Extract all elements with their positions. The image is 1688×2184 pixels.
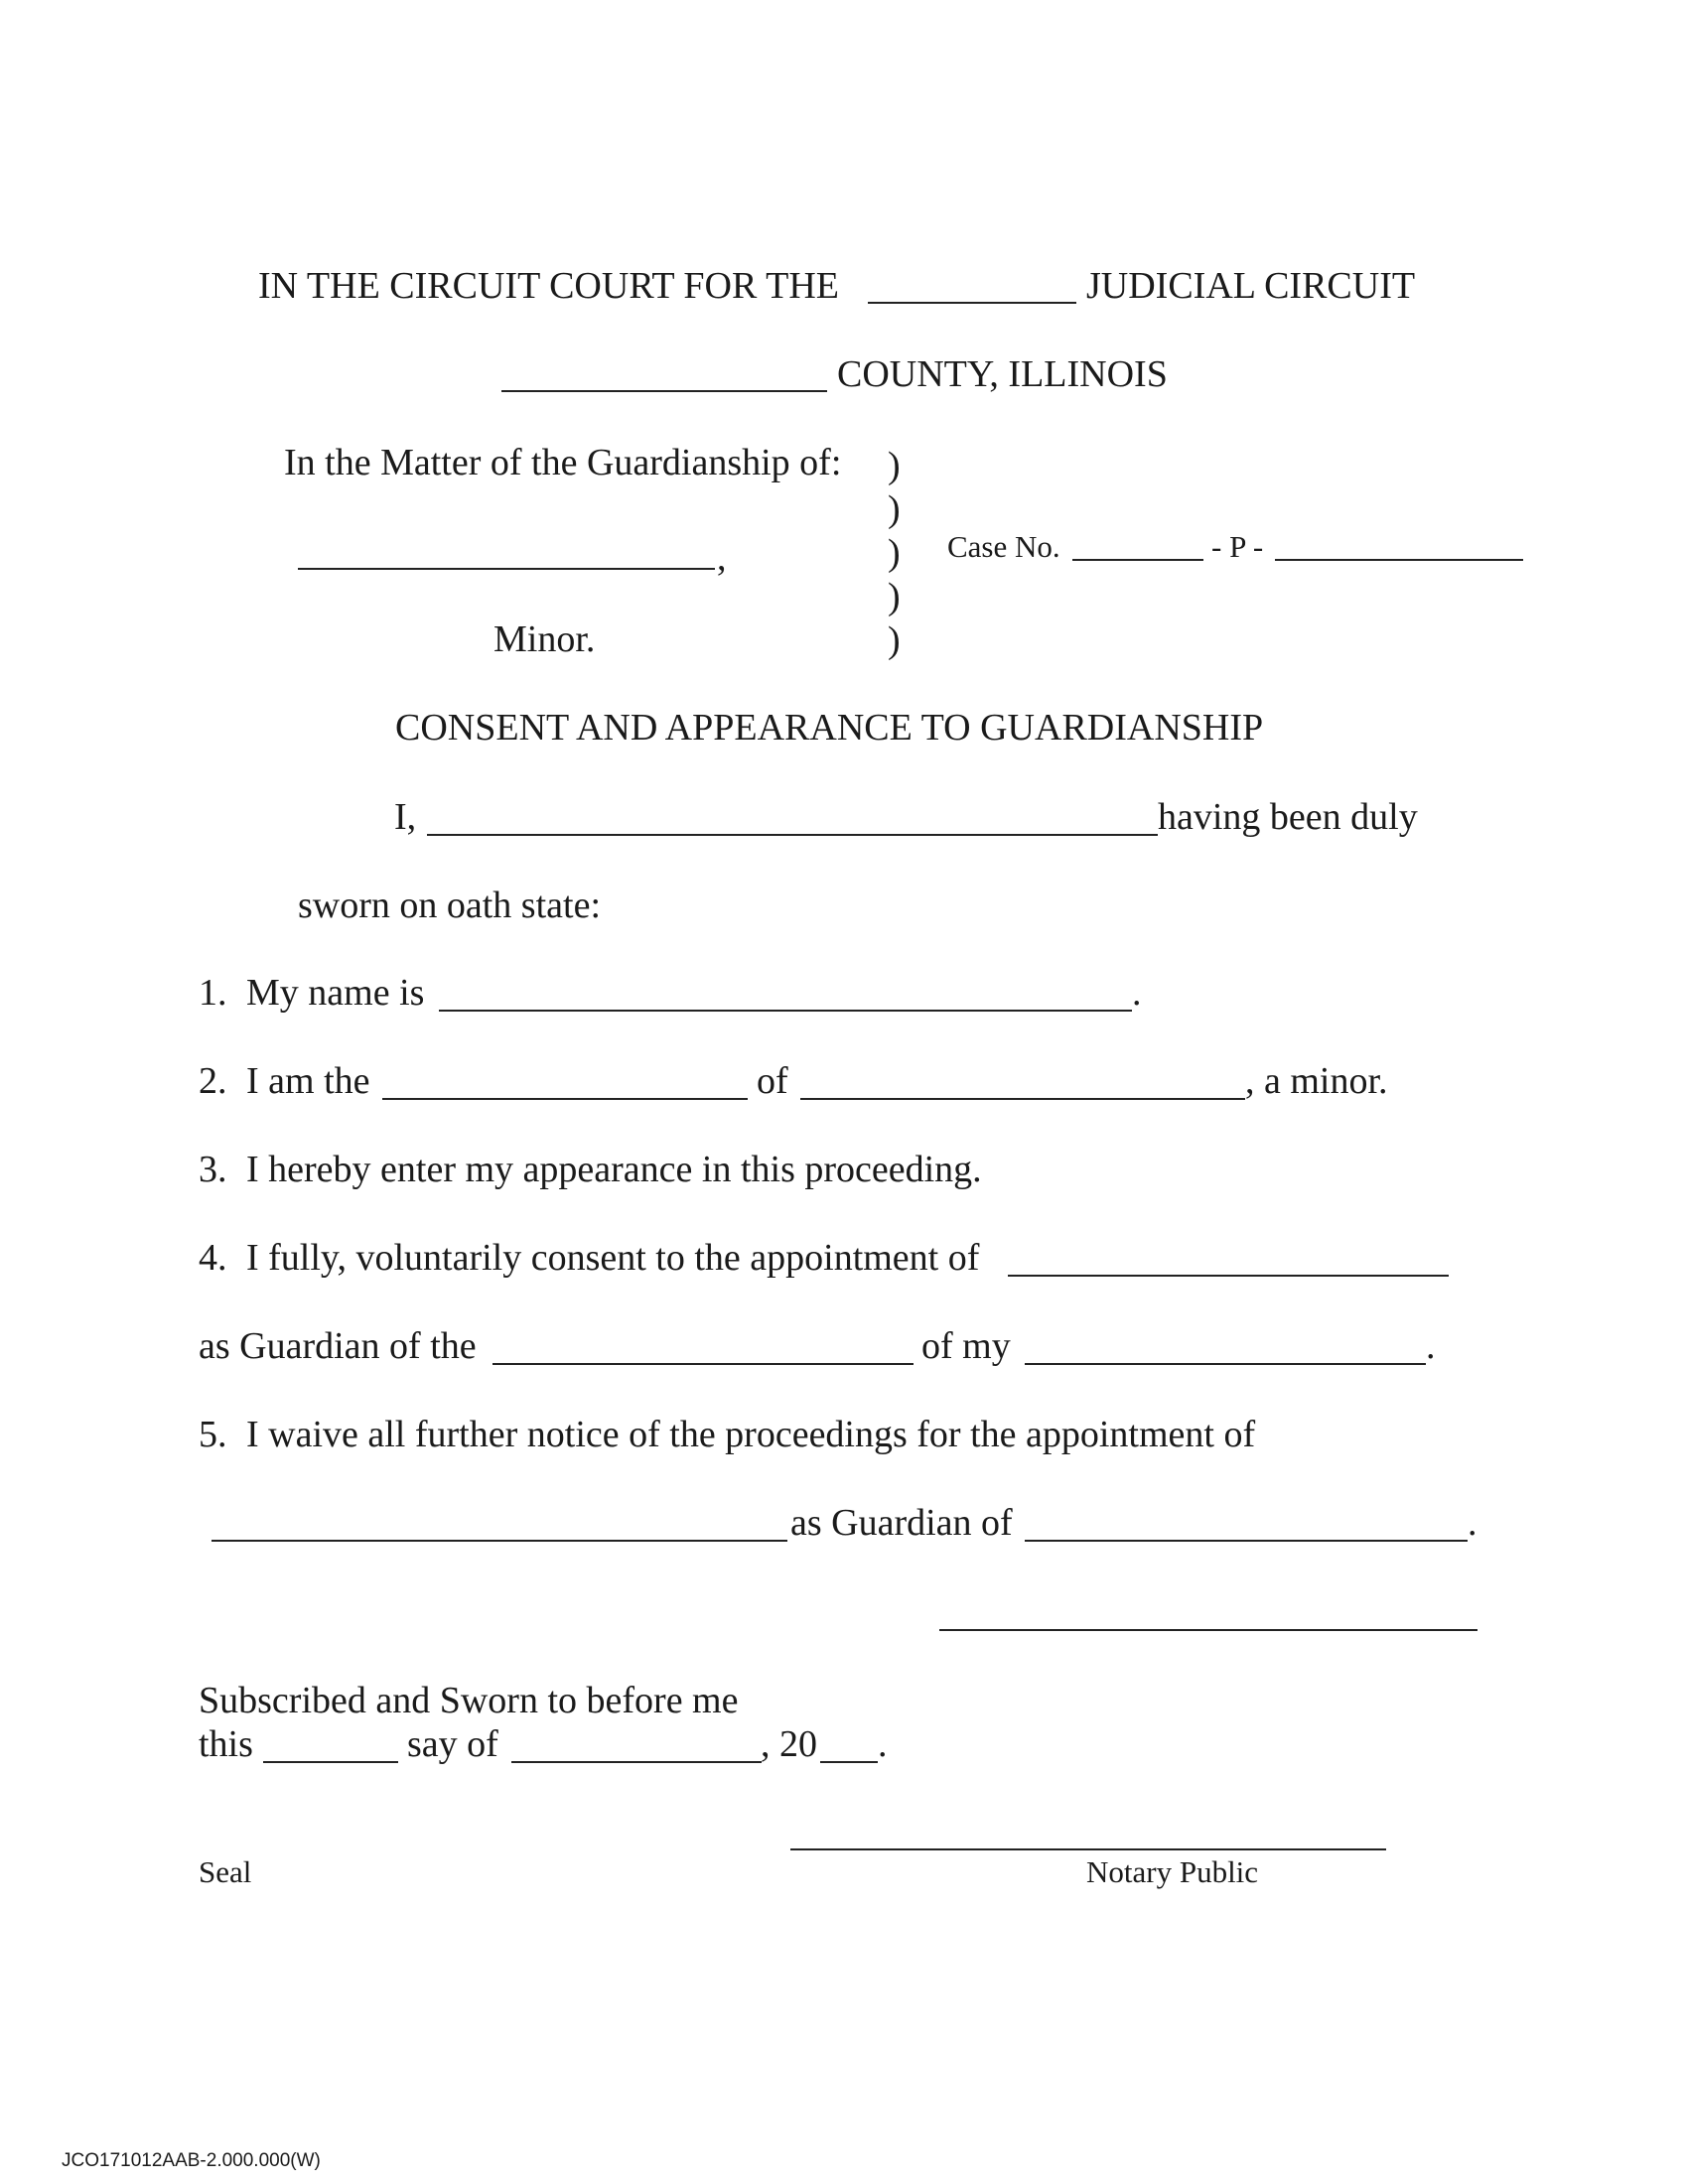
ward-relation-blank[interactable] bbox=[1025, 1363, 1426, 1365]
matter-label: In the Matter of the Guardianship of: bbox=[284, 442, 842, 483]
item-3-number: 3. bbox=[199, 1149, 227, 1190]
jurat-this: this bbox=[199, 1723, 253, 1765]
intro-having: having been duly bbox=[1158, 796, 1418, 838]
county-header: COUNTY, ILLINOIS bbox=[837, 353, 1168, 395]
form-code: JCO171012AAB-2.000.000(W) bbox=[62, 2150, 321, 2171]
caption-paren-4: ) bbox=[888, 576, 901, 617]
item-4-of-my: of my bbox=[921, 1325, 1011, 1367]
item-4-number: 4. bbox=[199, 1237, 227, 1279]
seal-label: Seal bbox=[199, 1854, 252, 1889]
caption-paren-3: ) bbox=[888, 532, 901, 574]
minor-name-blank-2[interactable] bbox=[800, 1098, 1245, 1100]
item-1-period: . bbox=[1132, 972, 1142, 1014]
minor-label: Minor. bbox=[493, 618, 596, 660]
jurat-month-blank[interactable] bbox=[511, 1761, 762, 1763]
intro-sworn: sworn on oath state: bbox=[298, 885, 602, 926]
notary-public-label: Notary Public bbox=[1086, 1854, 1259, 1889]
item-5-as-guardian: as Guardian of bbox=[790, 1502, 1013, 1544]
document-title: CONSENT AND APPEARANCE TO GUARDIANSHIP bbox=[395, 707, 1264, 749]
caption-paren-5: ) bbox=[888, 619, 901, 661]
caption-paren-1: ) bbox=[888, 445, 901, 486]
item-5-text: I waive all further notice of the proceedings for the appointment of bbox=[246, 1414, 1256, 1455]
item-2-text: I am the bbox=[246, 1060, 370, 1102]
jurat-year-blank[interactable] bbox=[820, 1761, 878, 1763]
item-1-number: 1. bbox=[199, 972, 227, 1014]
county-name-blank[interactable] bbox=[501, 390, 827, 392]
item-2-minor: , a minor. bbox=[1245, 1060, 1388, 1102]
jurat-year-label: , 20 bbox=[761, 1723, 817, 1765]
jurat-period: . bbox=[878, 1723, 888, 1765]
case-no-label: Case No. bbox=[947, 529, 1060, 564]
court-header-right: JUDICIAL CIRCUIT bbox=[1086, 265, 1416, 307]
court-header-left: IN THE CIRCUIT COURT FOR THE bbox=[258, 265, 840, 307]
item-1-text: My name is bbox=[246, 972, 425, 1014]
my-name-blank[interactable] bbox=[439, 1010, 1132, 1012]
minor-name-blank[interactable] bbox=[298, 568, 715, 570]
item-5-number: 5. bbox=[199, 1414, 227, 1455]
caption-paren-2: ) bbox=[888, 488, 901, 530]
item-4-text: I fully, voluntarily consent to the appointment of bbox=[246, 1237, 980, 1279]
affiant-name-blank[interactable] bbox=[427, 834, 1158, 836]
item-2-of: of bbox=[757, 1060, 788, 1102]
item-2-number: 2. bbox=[199, 1060, 227, 1102]
case-no-separator: - P - bbox=[1211, 529, 1264, 564]
guardianship-type-blank[interactable] bbox=[492, 1363, 914, 1365]
affiant-signature-line[interactable] bbox=[939, 1629, 1477, 1631]
ward-name-blank[interactable] bbox=[1025, 1540, 1468, 1542]
jurat-line-1: Subscribed and Sworn to before me bbox=[199, 1680, 739, 1721]
item-5-period: . bbox=[1468, 1502, 1477, 1544]
item-4-period: . bbox=[1426, 1325, 1436, 1367]
case-no-year-blank[interactable] bbox=[1072, 559, 1203, 561]
jurat-day-blank[interactable] bbox=[263, 1761, 398, 1763]
item-4-as-guardian: as Guardian of the bbox=[199, 1325, 477, 1367]
intro-i: I, bbox=[394, 796, 417, 838]
minor-name-comma: , bbox=[717, 537, 727, 579]
notary-signature-line[interactable] bbox=[790, 1848, 1386, 1850]
relationship-blank[interactable] bbox=[382, 1098, 748, 1100]
jurat-say-of: say of bbox=[407, 1723, 498, 1765]
circuit-number-blank[interactable] bbox=[868, 302, 1076, 304]
appointee-name-blank[interactable] bbox=[211, 1540, 787, 1542]
guardian-name-blank[interactable] bbox=[1008, 1275, 1449, 1277]
case-no-number-blank[interactable] bbox=[1275, 559, 1523, 561]
item-3-text: I hereby enter my appearance in this proceeding. bbox=[246, 1149, 982, 1190]
